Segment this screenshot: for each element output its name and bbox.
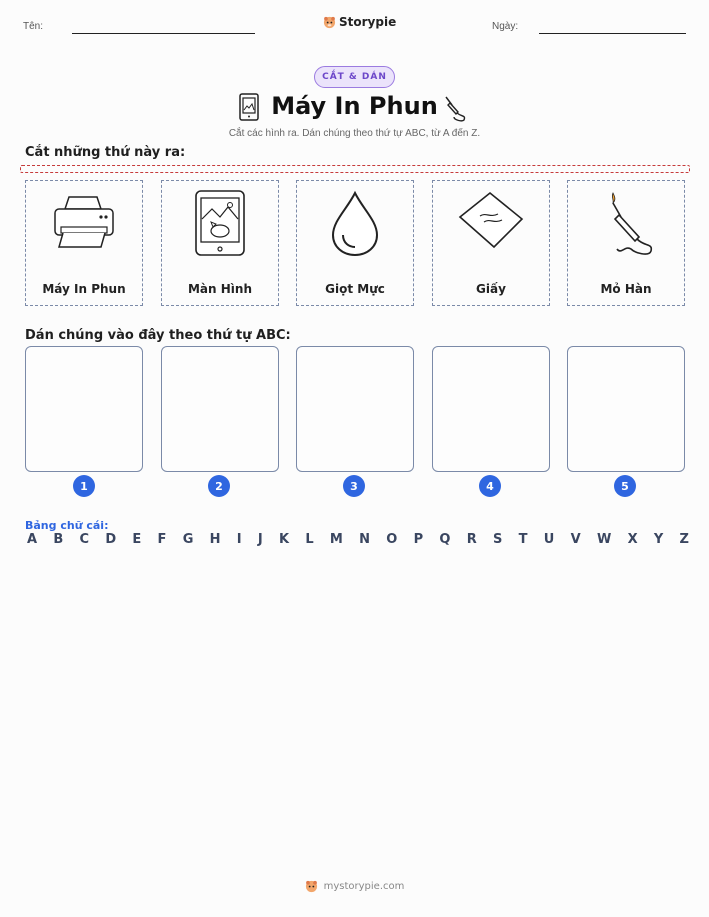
alphabet-letter: S (493, 532, 503, 547)
card-label: Màn Hình (187, 282, 252, 296)
alphabet-letter: X (627, 532, 638, 547)
footer-link[interactable]: mystorypie.com (323, 881, 405, 892)
paste-box-1[interactable] (25, 346, 143, 472)
brand-logo (323, 15, 396, 29)
paste-box-5[interactable] (567, 346, 685, 472)
alphabet-letter: C (79, 532, 90, 547)
alphabet-letter: V (570, 532, 581, 547)
alphabet-row (27, 532, 689, 547)
number-badge: 3 (343, 475, 365, 497)
storypie-logo-icon (305, 880, 318, 893)
cut-card-printer[interactable] (25, 180, 143, 306)
alphabet-letter: B (53, 532, 64, 547)
screen-icon (194, 189, 246, 257)
alphabet-letter: D (105, 532, 117, 547)
alphabet-letter: Q (439, 532, 451, 547)
number-badge: 1 (73, 475, 95, 497)
date-label: Ngày: (492, 21, 519, 32)
alphabet-letter: E (132, 532, 142, 547)
card-label: Giọt Mực (325, 282, 385, 296)
card-label: Máy In Phun (42, 282, 126, 296)
alphabet-letter: O (386, 532, 398, 547)
paste-heading: Dán chúng vào đây theo thứ tự ABC: (25, 328, 291, 343)
cut-heading: Cắt những thứ này ra: (25, 145, 186, 160)
alphabet-letter: U (543, 532, 555, 547)
cut-card-screen[interactable] (161, 180, 279, 306)
alphabet-letter: Z (679, 532, 689, 547)
card-label: Mỏ Hàn (600, 282, 652, 296)
alphabet-letter: N (359, 532, 371, 547)
cut-card-paper[interactable] (432, 180, 550, 306)
number-badge: 2 (208, 475, 230, 497)
cut-card-ink-drop[interactable] (296, 180, 414, 306)
soldering-iron-icon (440, 93, 470, 127)
brand-name: Storypie (339, 15, 397, 29)
date-line[interactable] (539, 33, 686, 34)
alphabet-letter: M (329, 532, 343, 547)
paper-icon (456, 189, 526, 253)
cut-line (20, 165, 690, 173)
paste-box-3[interactable] (296, 346, 414, 472)
soldering-iron-icon (595, 189, 657, 259)
alphabet-letter: P (413, 532, 424, 547)
printer-icon (51, 189, 117, 249)
paste-box-2[interactable] (161, 346, 279, 472)
alphabet-letter: Y (653, 532, 664, 547)
name-line[interactable] (72, 33, 255, 34)
page-title: Máy In Phun (271, 92, 438, 120)
alphabet-letter: R (466, 532, 477, 547)
alphabet-letter: T (518, 532, 528, 547)
number-badge: 4 (479, 475, 501, 497)
number-badge: 5 (614, 475, 636, 497)
footer (0, 880, 709, 893)
activity-tag: CẮT & DÁN (314, 66, 395, 88)
alphabet-letter: I (236, 532, 242, 547)
ink-drop-icon (329, 189, 381, 257)
cut-card-soldering-iron[interactable] (567, 180, 685, 306)
instructions: Cắt các hình ra. Dán chúng theo thứ tự ABC, từ A đến Z. (228, 128, 481, 139)
alphabet-letter: L (305, 532, 314, 547)
alphabet-letter: W (596, 532, 612, 547)
alphabet-heading: Bảng chữ cái: (25, 519, 109, 532)
alphabet-letter: G (182, 532, 194, 547)
alphabet-letter: F (157, 532, 167, 547)
storypie-logo-icon (323, 16, 336, 29)
alphabet-letter: A (27, 532, 38, 547)
alphabet-letter: H (209, 532, 221, 547)
paste-box-4[interactable] (432, 346, 550, 472)
card-label: Giấy (476, 282, 506, 296)
name-label: Tên: (23, 21, 44, 32)
alphabet-letter: K (279, 532, 290, 547)
alphabet-letter: J (257, 532, 263, 547)
